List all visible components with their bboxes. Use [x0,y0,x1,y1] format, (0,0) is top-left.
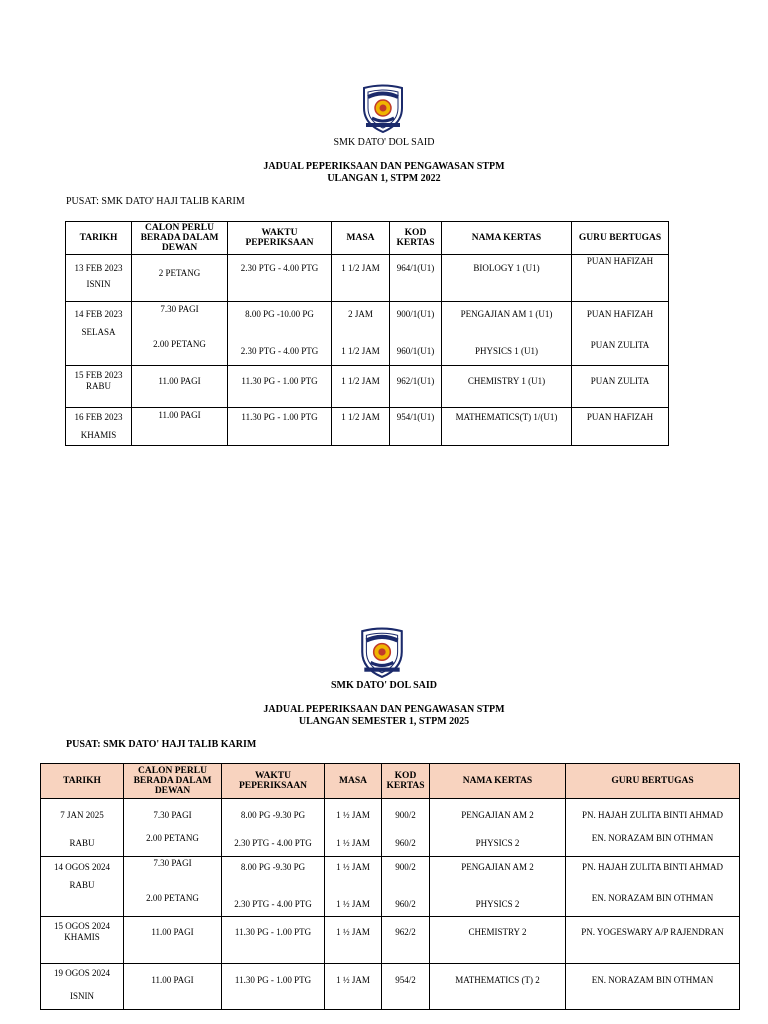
cell-masa [325,917,382,964]
cell-waktu [222,964,325,1010]
teacher: EN. NORAZAM BIN OTHMAN [591,893,714,903]
header-waktu: WAKTU PEPERIKSAAN [222,764,325,799]
header-guru: GURU BERTUGAS [572,222,669,255]
date-text: 15 OGOS 2024 [53,921,110,931]
paper-code: 954/1(U1) [396,412,435,422]
cell-kod [382,857,430,917]
cell-calon [124,964,222,1010]
cell-waktu [228,302,332,366]
cell-masa [325,857,382,917]
exam-time: 8.00 PG -9.30 PG [240,862,306,872]
entry-time: 7.30 PAGI [153,858,192,868]
cell-waktu [222,857,325,917]
exam-time: 11.30 PG - 1.00 PTG [234,927,312,937]
day-text: ISNIN [86,279,111,289]
teacher: PN. HAJAH ZULITA BINTI AHMAD [581,862,724,872]
date-text: 14 OGOS 2024 [53,862,110,872]
cell-calon [132,302,228,366]
entry-time: 7.30 PAGI [160,304,199,314]
cell-tarikh [41,917,124,964]
school-crest [358,627,406,684]
date-text: 16 FEB 2023 [74,412,123,422]
table-row [66,302,669,366]
cell-nama [442,255,572,302]
paper-code: 960/1(U1) [396,346,435,356]
exam-time: 2.30 PTG - 4.00 PTG [234,838,312,848]
paper-name: CHEMISTRY 2 [468,927,527,937]
paper-code: 900/1(U1) [396,309,435,319]
header-kod: KOD KERTAS [382,764,430,799]
day-text: KHAMIS [80,430,117,440]
day-text: RABU [69,880,95,890]
cell-guru [572,366,669,408]
entry-time: 2.00 PETANG [153,339,206,349]
cell-kod [390,408,442,446]
exam-time: 8.00 PG -10.00 PG [245,309,314,319]
teacher: PUAN HAFIZAH [586,309,654,319]
cell-tarikh [41,964,124,1010]
table-row [41,917,740,964]
cell-nama [442,366,572,408]
teacher: PN. YOGESWARY A/P RAJENDRAN [581,927,724,937]
teacher: PN. HAJAH ZULITA BINTI AHMAD [581,810,724,820]
exam-time: 11.30 PG - 1.00 PTG [234,975,312,985]
cell-tarikh [66,255,132,302]
teacher: PUAN ZULITA [590,340,650,350]
paper-name: CHEMISTRY 1 (U1) [467,376,546,386]
cell-kod [390,255,442,302]
duration: 1 1/2 JAM [341,263,380,273]
paper-name: PHYSICS 2 [475,899,520,909]
title-line-1: JADUAL PEPERIKSAAN DAN PENGAWASAN STPM [263,161,505,172]
paper-code: 954/2 [395,975,416,985]
table-row [66,366,669,408]
date-text: 14 FEB 2023 [74,309,123,319]
entry-time: 2.00 PETANG [146,893,199,903]
schedule-title [0,704,768,728]
cell-masa [332,366,390,408]
paper-code: 962/2 [395,927,416,937]
duration: 1 1/2 JAM [341,346,380,356]
duration: 1 ½ JAM [336,862,370,872]
table-header-row [41,764,740,799]
header-guru: GURU BERTUGAS [566,764,740,799]
paper-name: BIOLOGY 1 (U1) [473,263,540,273]
cell-kod [390,366,442,408]
table-row [41,857,740,917]
paper-code: 960/2 [395,838,416,848]
entry-time: 11.00 PAGI [158,410,201,420]
cell-nama [442,408,572,446]
table-header-row [66,222,669,255]
paper-code: 962/1(U1) [396,376,435,386]
cell-calon [124,857,222,917]
duration: 1 ½ JAM [336,810,370,820]
header-tarikh: TARIKH [41,764,124,799]
day-text: RABU [85,381,111,391]
table-row [66,255,669,302]
exam-time: 2.30 PTG - 4.00 PTG [234,899,312,909]
title-line-2: ULANGAN SEMESTER 1, STPM 2025 [298,716,470,727]
teacher: PUAN HAFIZAH [586,412,654,422]
header-nama: NAMA KERTAS [430,764,566,799]
exam-time: 11.30 PG - 1.00 PTG [241,376,318,386]
paper-name: MATHEMATICS(T) 1/(U1) [455,412,558,422]
date-text: 7 JAN 2025 [60,810,104,820]
school-name: SMK DATO' DOL SAID [330,680,438,691]
header-calon: CALON PERLU BERADA DALAM DEWAN [124,764,222,799]
cell-kod [382,917,430,964]
cell-guru [572,408,669,446]
paper-code: 964/1(U1) [396,263,435,273]
header-kod: KOD KERTAS [390,222,442,255]
date-text: 13 FEB 2023 [74,263,123,273]
table-row [41,799,740,857]
paper-name: PENGAJIAN AM 2 [461,810,534,820]
cell-guru [566,857,740,917]
exam-time: 2.30 PTG - 4.00 PTG [240,346,319,356]
entry-time: 11.00 PAGI [151,927,194,937]
table-row [41,964,740,1010]
cell-calon [124,799,222,857]
date-text: 19 OGOS 2024 [53,968,110,978]
cell-guru [572,302,669,366]
header-masa: MASA [325,764,382,799]
table-row [66,408,669,446]
cell-calon [124,917,222,964]
entry-time: 2 PETANG [158,268,201,278]
cell-calon [132,408,228,446]
header-calon: CALON PERLU BERADA DALAM DEWAN [132,222,228,255]
paper-name: PENGAJIAN AM 2 [461,862,534,872]
duration: 1 ½ JAM [336,838,370,848]
duration: 2 JAM [348,309,373,319]
cell-tarikh [66,302,132,366]
entry-time: 11.00 PAGI [151,975,194,985]
cell-masa [332,255,390,302]
cell-guru [566,917,740,964]
cell-masa [332,408,390,446]
cell-nama [430,799,566,857]
schedule-title [0,161,768,185]
cell-calon [132,366,228,408]
title-line-1: JADUAL PEPERIKSAAN DAN PENGAWASAN STPM [263,704,505,715]
cell-nama [430,857,566,917]
paper-code: 960/2 [395,899,416,909]
paper-name: MATHEMATICS (T) 2 [455,975,540,985]
teacher: EN. NORAZAM BIN OTHMAN [591,975,714,985]
day-text: RABU [69,838,95,848]
cell-waktu [222,917,325,964]
exam-time: 8.00 PG -9.30 PG [240,810,306,820]
cell-kod [390,302,442,366]
cell-masa [325,964,382,1010]
cell-masa [332,302,390,366]
cell-guru [566,799,740,857]
exam-time: 2.30 PTG - 4.00 PTG [240,263,319,273]
cell-guru [566,964,740,1010]
cell-waktu [228,408,332,446]
paper-name: PHYSICS 2 [475,838,520,848]
cell-tarikh [66,366,132,408]
exam-time: 11.30 PG - 1.00 PTG [241,412,318,422]
exam-schedule-table [40,763,740,1010]
header-masa: MASA [332,222,390,255]
school-name: SMK DATO' DOL SAID [333,137,435,148]
header-tarikh: TARIKH [66,222,132,255]
teacher: EN. NORAZAM BIN OTHMAN [591,833,714,843]
duration: 1 1/2 JAM [341,376,380,386]
title-line-2: ULANGAN 1, STPM 2022 [327,173,441,184]
cell-nama [430,917,566,964]
entry-time: 2.00 PETANG [146,833,199,843]
school-crest [360,84,406,139]
duration: 1 ½ JAM [336,899,370,909]
school-crest-icon [360,84,406,134]
cell-kod [382,964,430,1010]
day-text: ISNIN [70,991,94,1001]
cell-tarikh [41,799,124,857]
cell-guru [572,255,669,302]
duration: 1 ½ JAM [336,927,370,937]
cell-calon [132,255,228,302]
entry-time: 7.30 PAGI [153,810,192,820]
cell-nama [442,302,572,366]
school-crest-icon [358,627,406,679]
teacher: PUAN ZULITA [590,376,650,386]
cell-waktu [222,799,325,857]
paper-name: PHYSICS 1 (U1) [474,346,538,356]
cell-masa [325,799,382,857]
paper-code: 900/2 [395,862,416,872]
duration: 1 ½ JAM [336,975,370,985]
day-text: KHAMIS [64,932,100,942]
duration: 1 1/2 JAM [341,412,380,422]
cell-waktu [228,255,332,302]
paper-name: PENGAJIAN AM 1 (U1) [460,309,553,319]
exam-center: PUSAT: SMK DATO' HAJI TALIB KARIM [66,196,245,207]
cell-nama [430,964,566,1010]
teacher: PUAN HAFIZAH [586,256,654,266]
cell-tarikh [66,408,132,446]
exam-schedule-table [65,221,669,446]
day-text: SELASA [81,327,116,337]
cell-kod [382,799,430,857]
entry-time: 11.00 PAGI [158,376,201,386]
exam-center: PUSAT: SMK DATO' HAJI TALIB KARIM [66,739,257,750]
paper-code: 900/2 [395,810,416,820]
header-waktu: WAKTU PEPERIKSAAN [228,222,332,255]
cell-waktu [228,366,332,408]
cell-tarikh [41,857,124,917]
date-text: 15 FEB 2023 [74,370,123,380]
header-nama: NAMA KERTAS [442,222,572,255]
